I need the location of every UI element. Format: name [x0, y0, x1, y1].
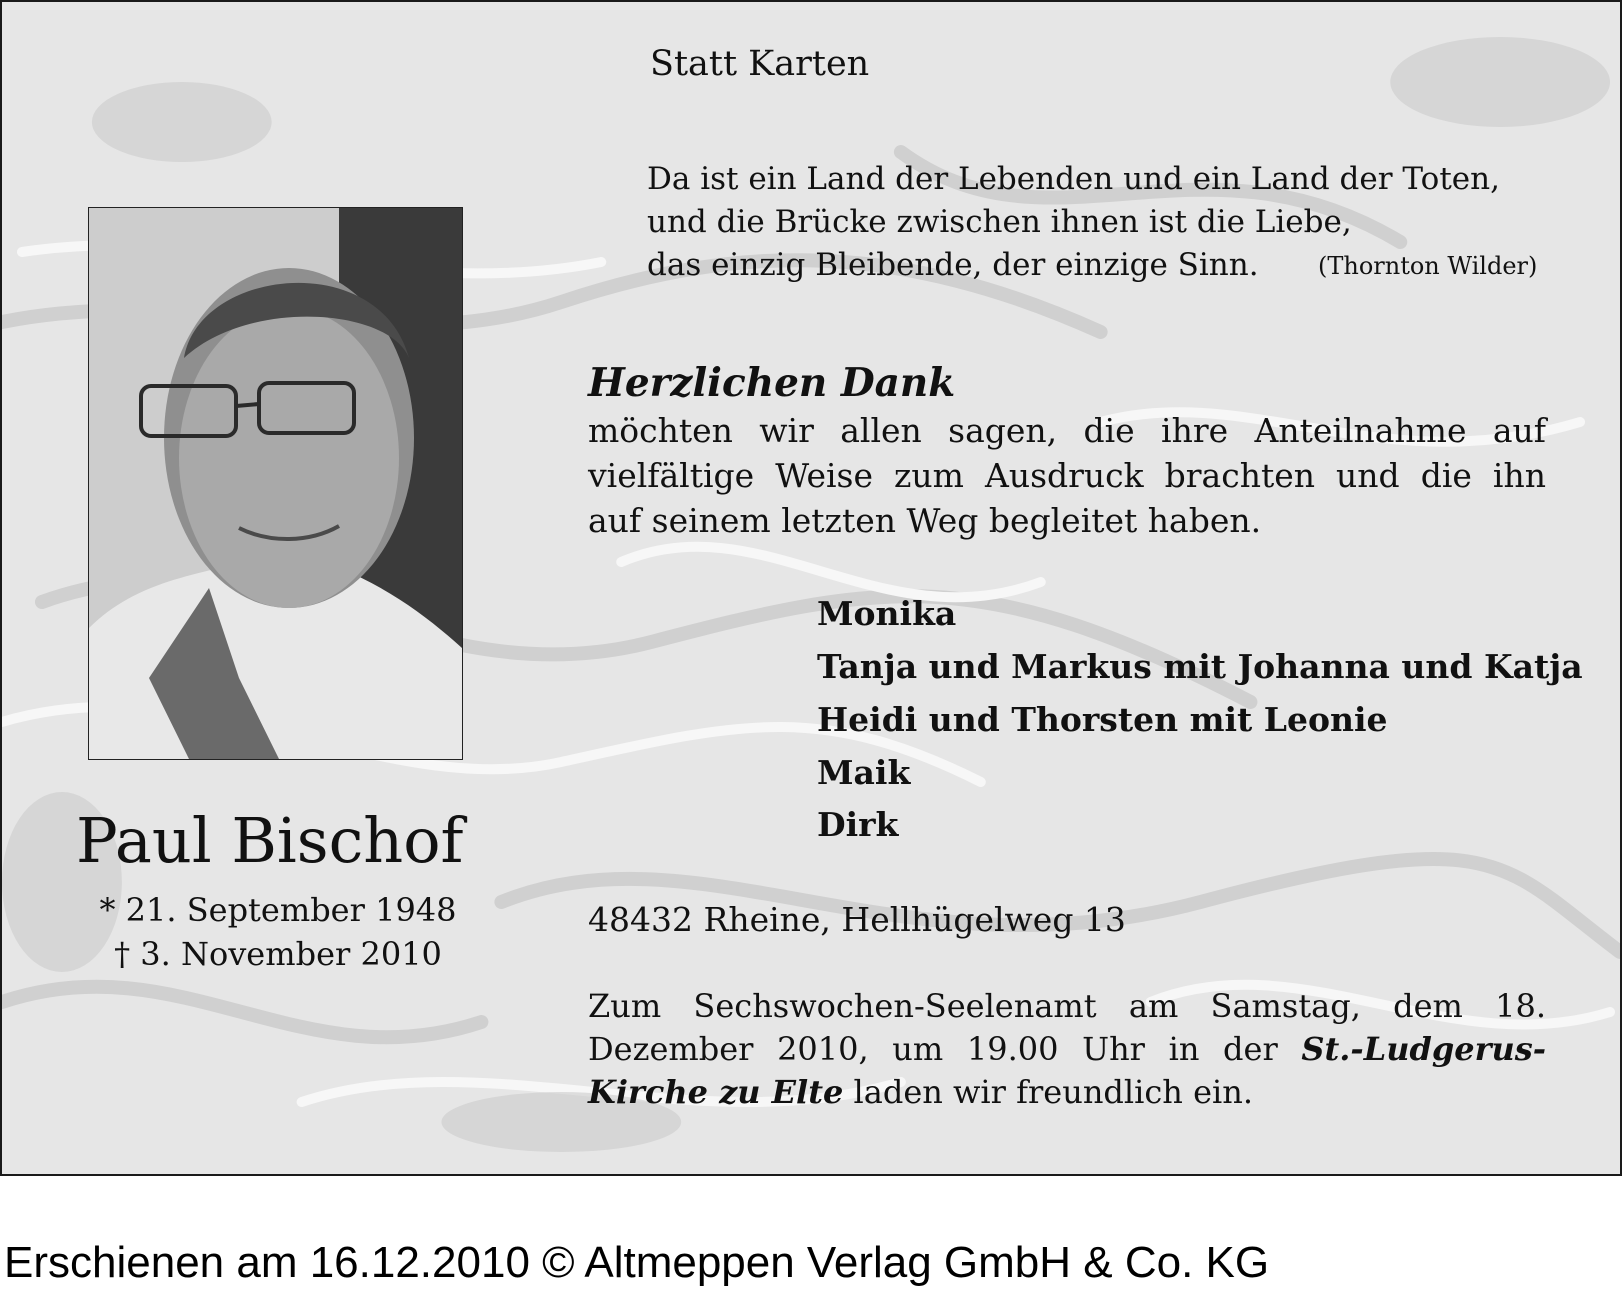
quote-author: (Thornton Wilder)	[1318, 252, 1538, 280]
portrait-photo	[88, 207, 463, 760]
deceased-name: Paul Bischof	[76, 804, 464, 877]
mourner-name: Maik	[817, 753, 911, 792]
service-line-1: Zum Sechswochen-Seelenamt am Samstag, dem 18.	[588, 987, 1546, 1025]
quote-line-1: Da ist ein Land der Lebenden und ein Land der Toten,	[647, 161, 1500, 197]
quote-line-2: und die Brücke zwischen ihnen ist die Liebe,	[647, 204, 1352, 240]
thanks-line-2: vielfältige Weise zum Ausdruck brachten und die ihn	[588, 456, 1546, 495]
birth-date: * 21. September 1948	[99, 891, 457, 929]
portrait-illustration	[89, 208, 462, 759]
mourner-name: Tanja und Markus mit Johanna und Katja	[817, 647, 1583, 686]
service-text: Dezember 2010, um 19.00 Uhr in der	[588, 1030, 1302, 1068]
mourner-name: Heidi und Thorsten mit Leonie	[817, 700, 1388, 739]
mourner-name: Monika	[817, 594, 957, 633]
church-name: Kirche zu Elte	[588, 1073, 844, 1111]
thanks-line-1: möchten wir allen sagen, die ihre Anteilnahme auf	[588, 411, 1546, 450]
service-line-2	[588, 1028, 1546, 1071]
quote-line-3: das einzig Bleibende, der einzige Sinn.	[647, 247, 1259, 283]
publication-footer: Erschienen am 16.12.2010 © Altmeppen Verlag GmbH & Co. KG	[4, 1238, 1270, 1287]
mourner-name: Dirk	[817, 805, 899, 844]
church-name: St.-Ludgerus-	[1301, 1030, 1546, 1068]
service-text: laden wir freundlich ein.	[843, 1073, 1254, 1111]
service-line-3	[588, 1071, 1546, 1114]
thanks-line-3: auf seinem letzten Weg begleitet haben.	[588, 501, 1262, 540]
death-date: † 3. November 2010	[114, 935, 442, 973]
address: 48432 Rheine, Hellhügelweg 13	[588, 900, 1126, 939]
thanks-title: Herzlichen Dank	[588, 360, 956, 406]
statt-karten-heading: Statt Karten	[650, 44, 870, 84]
